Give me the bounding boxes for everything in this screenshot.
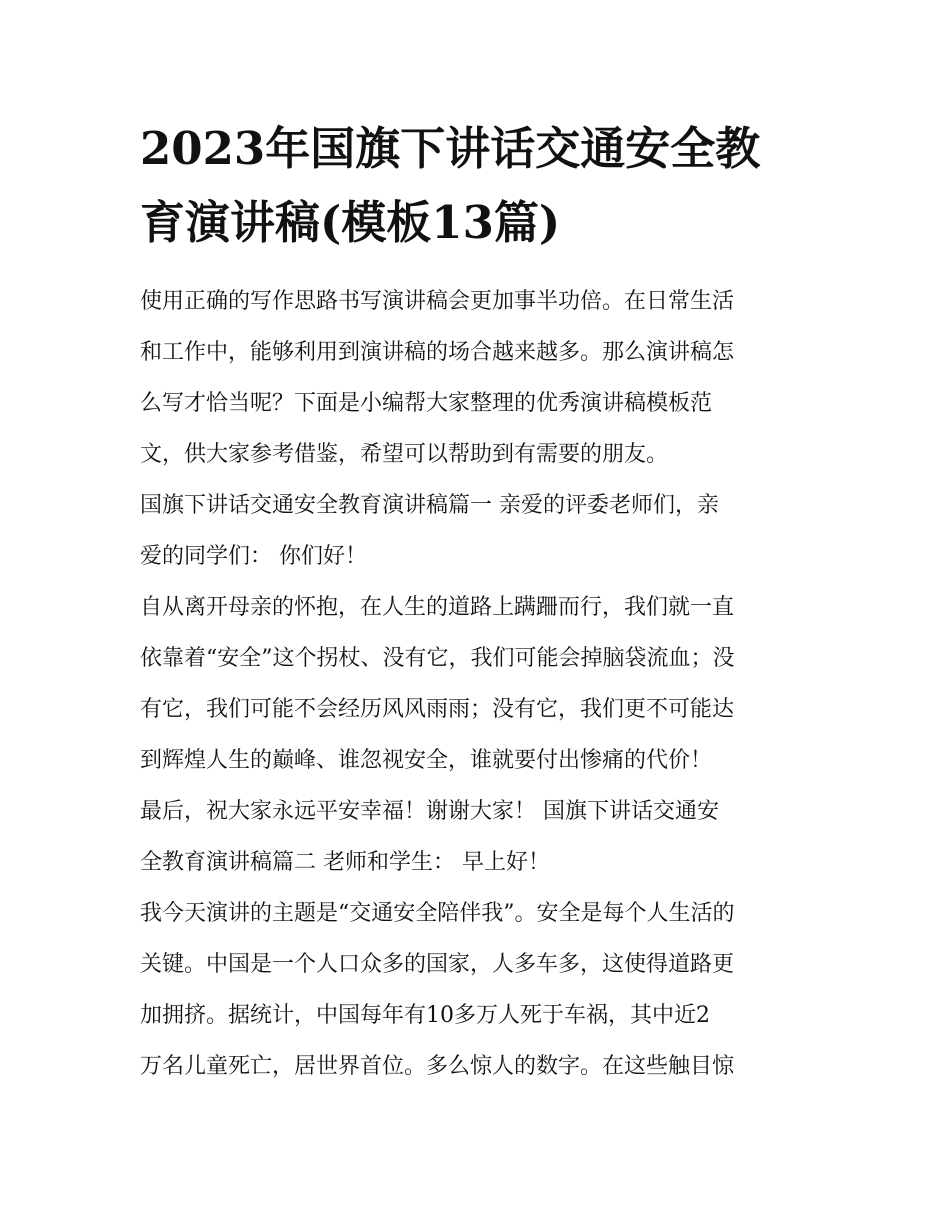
body-line: 有它，我们可能不会经历风风雨雨；没有它，我们更不可能达	[140, 697, 735, 722]
body-line: 爱的同学们： 你们好！	[140, 544, 367, 569]
body-line: 和工作中，能够利用到演讲稿的场合越来越多。那么演讲稿怎	[140, 340, 735, 365]
document-title	[140, 112, 820, 260]
body-line: 依靠着“安全”这个拐杖、没有它，我们可能会掉脑袋流血；没	[140, 646, 735, 671]
body-line: 到辉煌人生的巅峰、谁忽视安全，谁就要付出惨痛的代价！	[140, 748, 713, 773]
body-line: 加拥挤。据统计，中国每年有10多万人死于车祸，其中近2	[140, 1003, 710, 1028]
body-line: 自从离开母亲的怀抱，在人生的道路上蹒跚而行，我们就一直	[140, 595, 735, 620]
title-line: 2023年国旗下讲话交通安全教	[140, 122, 761, 175]
body-line: 万名儿童死亡，居世界首位。多么惊人的数字。在这些触目惊	[140, 1054, 735, 1079]
body-line: 我今天演讲的主题是“交通安全陪伴我”。安全是每个人生活的	[140, 901, 735, 926]
body-line: 使用正确的写作思路书写演讲稿会更加事半功倍。在日常生活	[140, 289, 735, 314]
body-line: 国旗下讲话交通安全教育演讲稿篇一 亲爱的评委老师们，亲	[140, 493, 719, 518]
document-body	[140, 276, 820, 1092]
body-line: 全教育演讲稿篇二 老师和学生： 早上好！	[140, 850, 550, 875]
body-line: 么写才恰当呢？下面是小编帮大家整理的优秀演讲稿模板范	[140, 391, 713, 416]
title-line: 育演讲稿(模板13篇)	[140, 196, 561, 249]
body-line: 最后，祝大家永远平安幸福！谢谢大家！ 国旗下讲话交通安	[140, 799, 719, 824]
body-line: 文，供大家参考借鉴，希望可以帮助到有需要的朋友。	[140, 442, 669, 467]
body-line: 关键。中国是一个人口众多的国家，人多车多，这使得道路更	[140, 952, 735, 977]
